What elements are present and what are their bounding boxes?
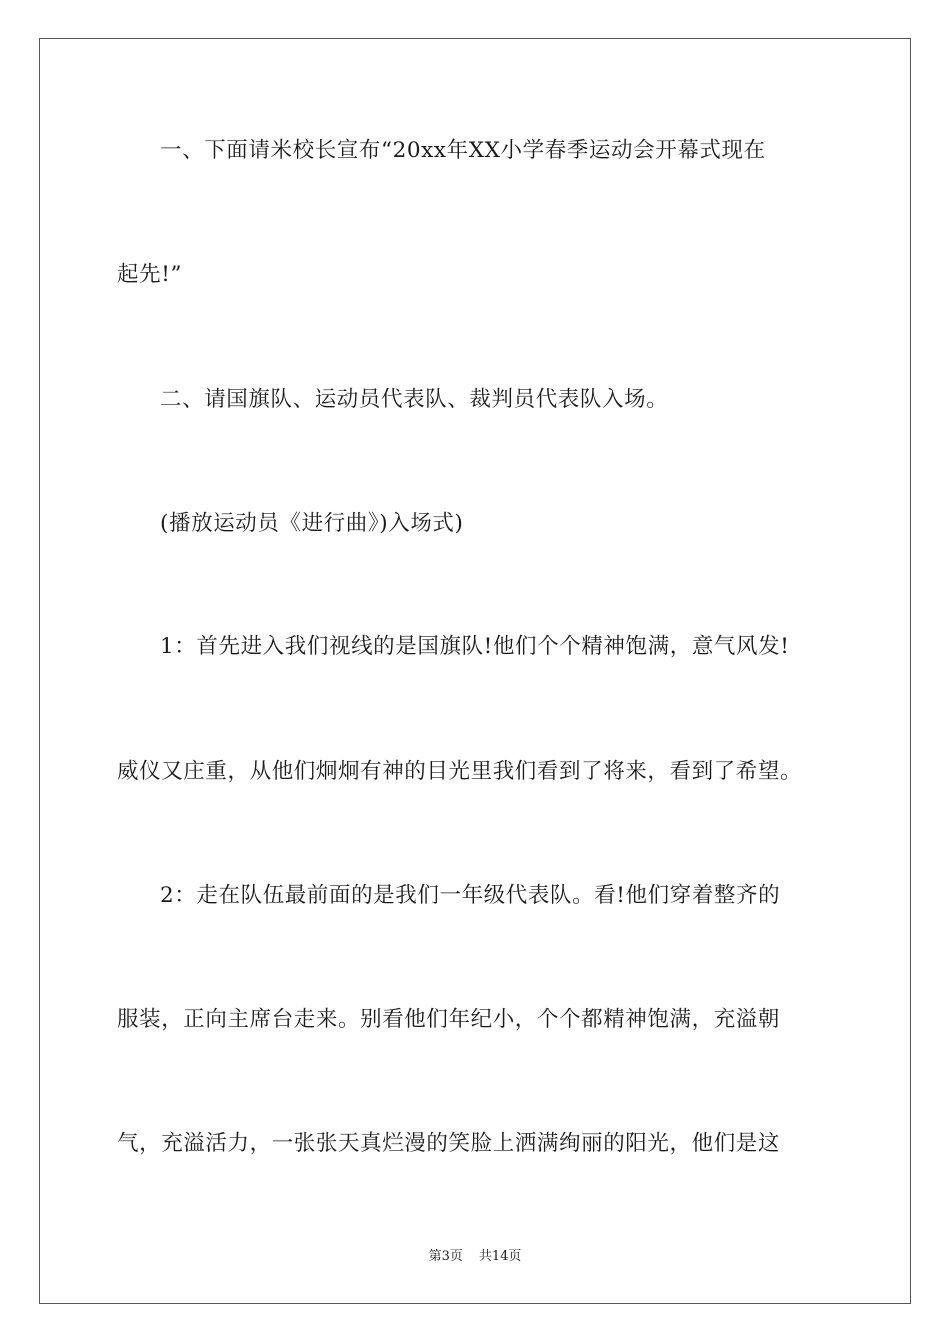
paragraph-line-1: 一、下面请米校长宣布“20xx年XX小学春季运动会开幕式现在 — [160, 138, 766, 163]
total-pages: 共14页 — [478, 1249, 522, 1264]
paragraph-line-8: 服装，正向主席台走来。别看他们年纪小，个个都精神饱满，充溢朝 — [117, 1007, 781, 1032]
page-footer — [0, 1248, 950, 1266]
paragraph-line-6: 威仪又庄重，从他们炯炯有神的目光里我们看到了将来，看到了希望。 — [117, 759, 803, 784]
paragraph-line-7: 2：走在队伍最前面的是我们一年级代表队。看!他们穿着整齐的 — [160, 883, 781, 908]
paragraph-line-3: 二、请国旗队、运动员代表队、裁判员代表队入场。 — [160, 387, 669, 412]
page-border — [39, 38, 911, 1304]
page-number: 第3页 — [428, 1249, 463, 1264]
paragraph-line-9: 气，充溢活力，一张张天真烂漫的笑脸上洒满绚丽的阳光，他们是这 — [117, 1131, 781, 1156]
paragraph-line-4: (播放运动员《进行曲》)入场式) — [160, 511, 464, 536]
paragraph-line-5: 1：首先进入我们视线的是国旗队!他们个个精神饱满，意气风发! — [160, 634, 790, 659]
paragraph-line-2: 起先!” — [117, 262, 183, 287]
